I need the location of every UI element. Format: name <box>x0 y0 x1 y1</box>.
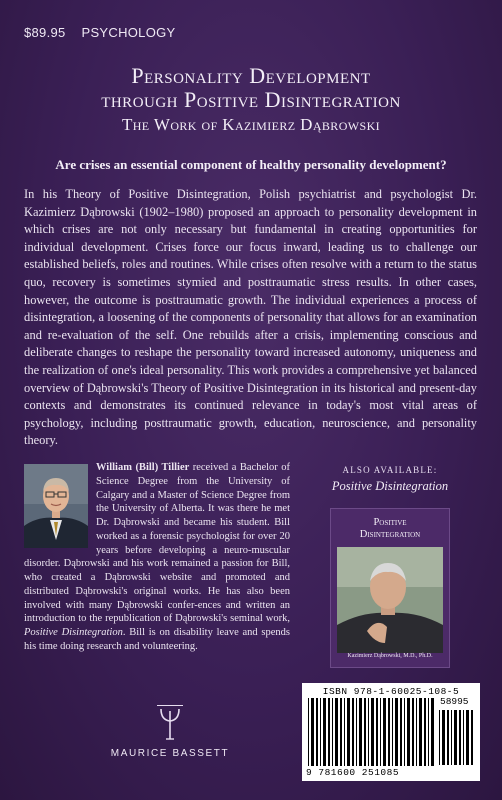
barcode-bar <box>454 710 457 765</box>
barcode-bar <box>364 698 366 766</box>
barcode-bar <box>383 698 386 766</box>
author-name: William (Bill) Tillier <box>96 462 190 473</box>
barcode-bar <box>332 698 333 766</box>
ean-barcode-bars <box>308 698 436 766</box>
barcode-bar <box>442 710 445 765</box>
category: PSYCHOLOGY <box>81 25 176 40</box>
price-category-line <box>24 25 188 40</box>
barcode-bar <box>347 698 350 766</box>
publisher-name: MAURICE BASSETT <box>110 748 230 759</box>
barcode-bar <box>376 698 378 766</box>
bio-text-2: . Bill is on disability leave and spends his time doing research and volunteering. <box>24 627 291 652</box>
isbn-text: ISBN 978-1-60025-108-5 <box>322 686 460 697</box>
title-line-2: through Positive Disintegration <box>101 87 401 112</box>
barcode-bar <box>335 698 338 766</box>
barcode-bar <box>340 698 342 766</box>
barcode-bar <box>344 698 345 766</box>
barcode-bar <box>392 698 393 766</box>
barcode-bar <box>359 698 362 766</box>
barcode-bar <box>439 710 440 765</box>
barcode-bar <box>431 698 434 766</box>
price-addon-number: 58995 <box>440 696 469 707</box>
barcode-bar <box>328 698 330 766</box>
title-line-1: Personality Development <box>131 63 371 88</box>
related-book-cover-title-line-1: Positive <box>373 517 407 528</box>
also-available <box>315 465 465 494</box>
related-book-cover-author: Kazimierz Dąbrowski, M.D., Ph.D. <box>347 653 433 659</box>
price-addon-bars <box>439 710 475 765</box>
headline-question: Are crises an essential component of healthy personality development? <box>55 157 447 172</box>
barcode <box>302 683 480 781</box>
barcode-bar <box>471 710 473 765</box>
barcode-bar <box>466 710 469 765</box>
book-title <box>0 64 502 136</box>
author-bio <box>24 461 290 654</box>
barcode-bar <box>395 698 398 766</box>
related-book-cover <box>330 508 450 668</box>
photo-spacer <box>24 461 96 551</box>
barcode-bar <box>404 698 405 766</box>
barcode-bar <box>388 698 390 766</box>
barcode-bar <box>400 698 402 766</box>
barcode-bar <box>311 698 314 766</box>
publisher-block <box>100 705 240 759</box>
barcode-bar <box>352 698 354 766</box>
barcode-bar <box>320 698 321 766</box>
also-available-label: ALSO AVAILABLE: <box>342 465 438 475</box>
ean-number: 9 781600 251085 <box>306 767 400 778</box>
barcode-bar <box>451 710 452 765</box>
barcode-bar <box>463 710 464 765</box>
barcode-bar <box>356 698 357 766</box>
barcode-bar <box>371 698 374 766</box>
barcode-bar <box>447 710 449 765</box>
book-subtitle: The Work of Kazimierz Dąbrowski <box>121 115 381 134</box>
barcode-bar <box>419 698 422 766</box>
barcode-bar <box>412 698 414 766</box>
related-book-portrait <box>337 547 443 653</box>
barcode-bar <box>368 698 369 766</box>
barcode-bar <box>308 698 309 766</box>
publisher-logo-icon <box>157 705 183 740</box>
barcode-bar <box>316 698 318 766</box>
related-book-cover-title <box>331 517 449 541</box>
related-book-cover-title-line-2: Disintegration <box>359 529 421 540</box>
price: $89.95 <box>24 25 66 40</box>
book-description: In his Theory of Positive Disintegration, Polish psychiatrist and psychologist Dr. Kazimierz Dąbrowski (1902–1980) proposed an approach to personality development in which crises are not only necessary but fundamental in creating opportunities for individual development. Crises force our focus inward, leading us to challenge our established beliefs, roles and routines. While crises often resolve with a return to the status quo, recovery is sometimes stymied and posttraumatic stress results. In other cases, however, the outcome is posttraumatic growth. The individual experiences a process of disintegration, a loosening of the components of personality that allows for an examination and re-evaluation of the self. One rebuilds after a crisis, implementing conscious and deliberate changes to reshape the personality toward increased autonomy, uniqueness and the realization of one's ideal personality. This work provides a comprehensive yet balanced overview of Dąbrowski's Theory of Positive Disintegration in its historical and present-day contexts and demonstrates its continued relevance in today's most vital areas of psychology, including posttraumatic growth, education, neuroscience, and personality theory. <box>24 187 477 448</box>
bio-text-1: received a Bachelor of Science Degree from the University of Calgary and a Master of Science Degree from the University of Alberta. It was there he met Dr. Dąbrowski and became his student. Bill worked as a forensic psychologist for over 20 years before developing a neuro-muscular disorder. Dąbrowski and his work remained a passion for Bill, who created a Dąbrowski website and promoted and distributed Dąbrowski's original works. He has also been involved with many Dąbrowski confer-ences and written an introduction to the republication of Dąbrowski's seminal work, <box>24 462 290 625</box>
bio-work-title: Positive Disintegration <box>24 627 123 638</box>
barcode-bar <box>407 698 410 766</box>
barcode-bar <box>380 698 381 766</box>
barcode-bar <box>428 698 429 766</box>
also-available-title: Positive Disintegration <box>331 479 449 493</box>
barcode-bar <box>459 710 461 765</box>
barcode-bar <box>424 698 426 766</box>
barcode-bar <box>323 698 326 766</box>
barcode-bar <box>416 698 417 766</box>
